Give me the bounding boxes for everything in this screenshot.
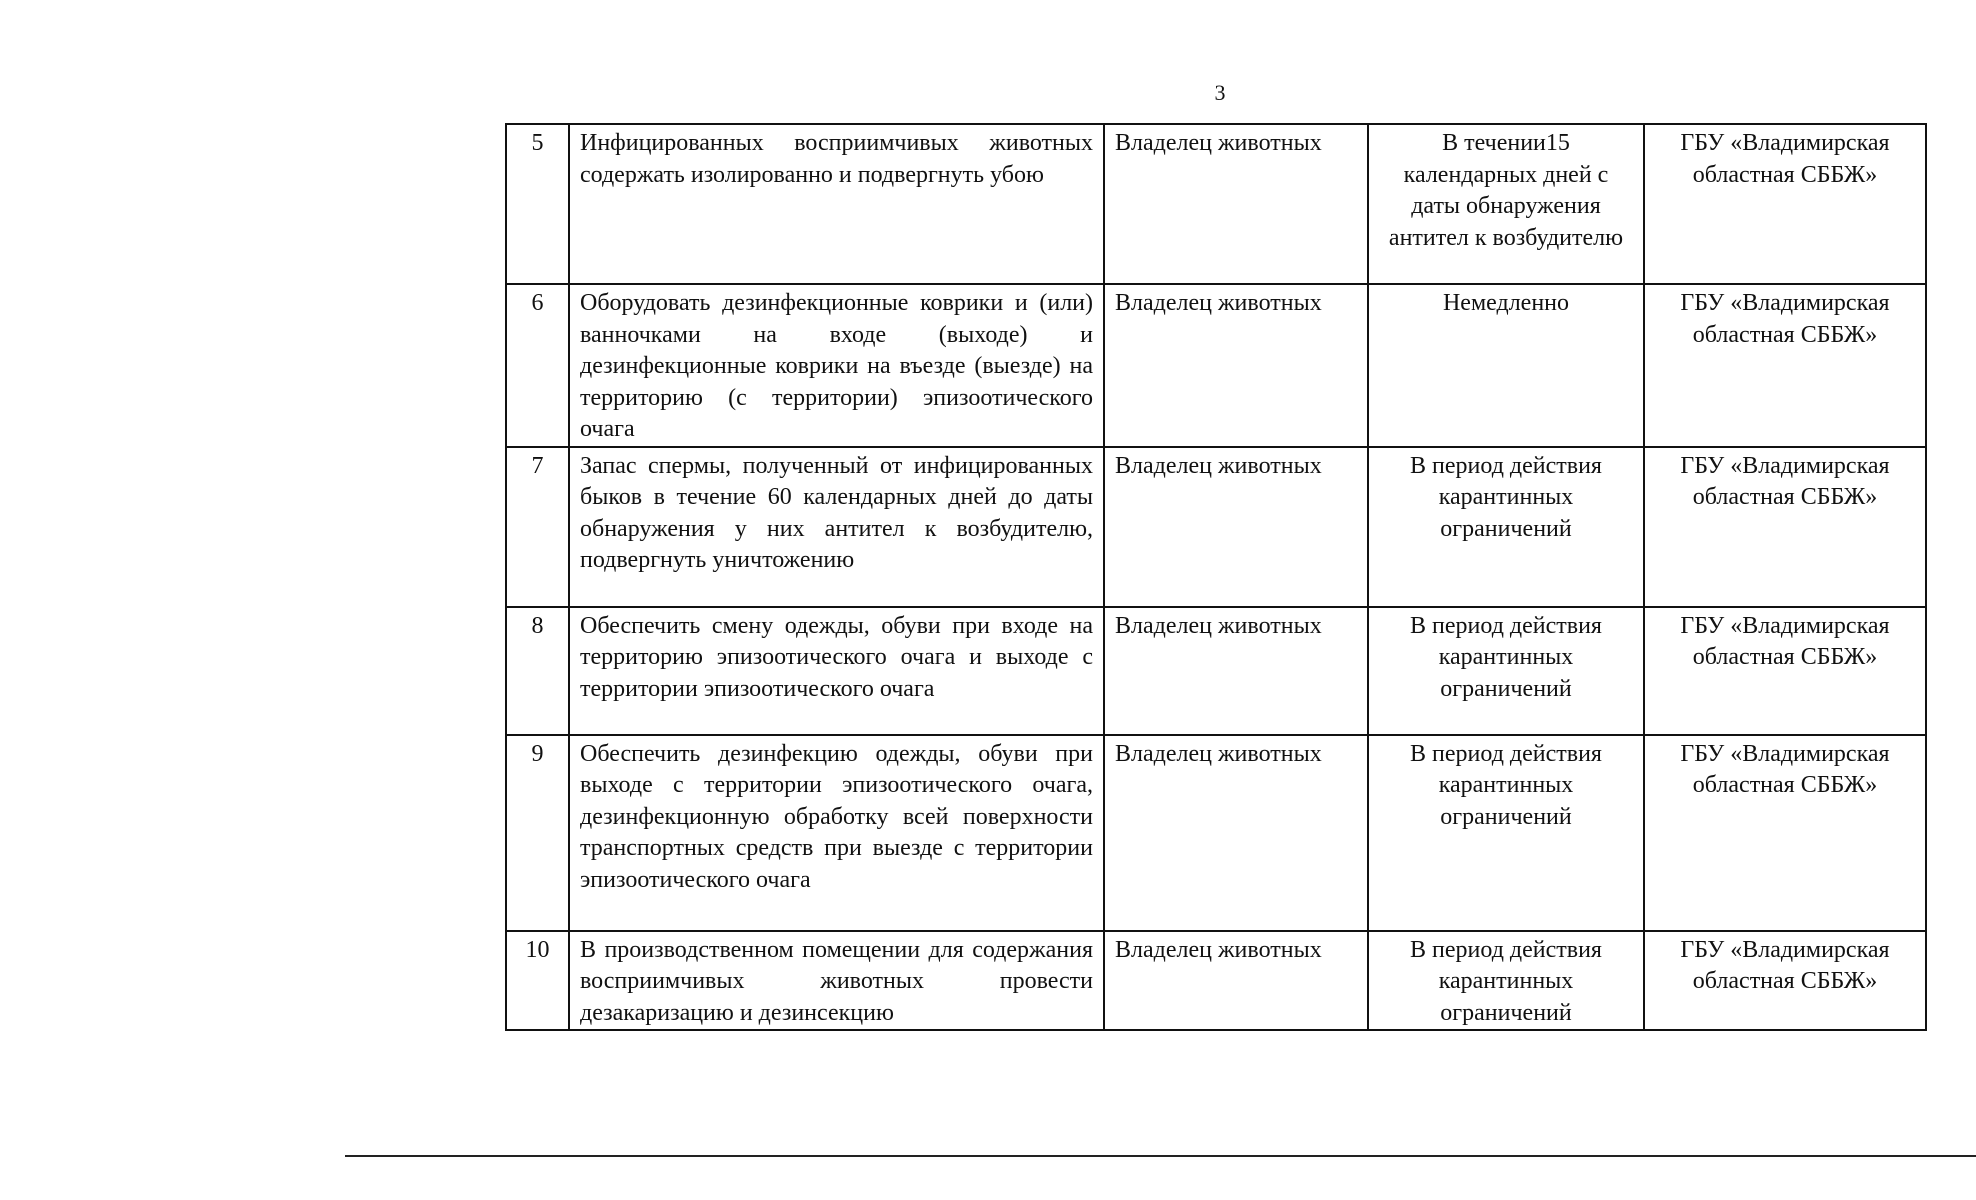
execution-term: Немедленно xyxy=(1368,284,1644,447)
footer-divider xyxy=(345,1155,1976,1157)
measures-table xyxy=(505,123,1927,1031)
executor: ГБУ «Владимирская областная СББЖ» xyxy=(1644,931,1926,1031)
measure-text: Обеспечить дезинфекцию одежды, обуви при выходе с территории эпизоотического очага, дезинфекционную обработку всей поверхности транспортных средств при выезде с территории эпизоотического очага xyxy=(569,735,1104,931)
executor: ГБУ «Владимирская областная СББЖ» xyxy=(1644,284,1926,447)
row-number: 7 xyxy=(506,447,569,607)
measure-text: Инфицированных восприимчивых животных содержать изолированно и подвергнуть убою xyxy=(569,124,1104,284)
execution-term: В период действия карантинных ограничений xyxy=(1368,931,1644,1031)
table-row xyxy=(506,124,1926,284)
measure-text: В производственном помещении для содержания восприимчивых животных провести дезакаризацию и дезинсекцию xyxy=(569,931,1104,1031)
measure-text: Оборудовать дезинфекционные коврики и (или) ванночками на входе (выходе) и дезинфекционные коврики на въезде (выезде) на территорию (с территории) эпизоотического очага xyxy=(569,284,1104,447)
execution-term: В период действия карантинных ограничений xyxy=(1368,447,1644,607)
measure-text: Обеспечить смену одежды, обуви при входе на территорию эпизоотического очага и выходе с территории эпизоотического очага xyxy=(569,607,1104,735)
responsible-party: Владелец животных xyxy=(1104,124,1368,284)
table-row xyxy=(506,735,1926,931)
table-row xyxy=(506,931,1926,1031)
executor: ГБУ «Владимирская областная СББЖ» xyxy=(1644,607,1926,735)
row-number: 9 xyxy=(506,735,569,931)
executor: ГБУ «Владимирская областная СББЖ» xyxy=(1644,447,1926,607)
execution-term: В период действия карантинных ограничений xyxy=(1368,607,1644,735)
measure-text: Запас спермы, полученный от инфицированных быков в течение 60 календарных дней до даты обнаружения у них антител к возбудителю, подвергнуть уничтожению xyxy=(569,447,1104,607)
executor: ГБУ «Владимирская областная СББЖ» xyxy=(1644,124,1926,284)
execution-term: В период действия карантинных ограничений xyxy=(1368,735,1644,931)
row-number: 10 xyxy=(506,931,569,1031)
responsible-party: Владелец животных xyxy=(1104,607,1368,735)
table-row xyxy=(506,284,1926,447)
responsible-party: Владелец животных xyxy=(1104,931,1368,1031)
responsible-party: Владелец животных xyxy=(1104,447,1368,607)
responsible-party: Владелец животных xyxy=(1104,284,1368,447)
execution-term: В течении15 календарных дней с даты обнаружения антител к возбудителю xyxy=(1368,124,1644,284)
table-row xyxy=(506,607,1926,735)
row-number: 8 xyxy=(506,607,569,735)
row-number: 5 xyxy=(506,124,569,284)
executor: ГБУ «Владимирская областная СББЖ» xyxy=(1644,735,1926,931)
row-number: 6 xyxy=(506,284,569,447)
responsible-party: Владелец животных xyxy=(1104,735,1368,931)
table-row xyxy=(506,447,1926,607)
page-number: 3 xyxy=(1214,80,1226,105)
